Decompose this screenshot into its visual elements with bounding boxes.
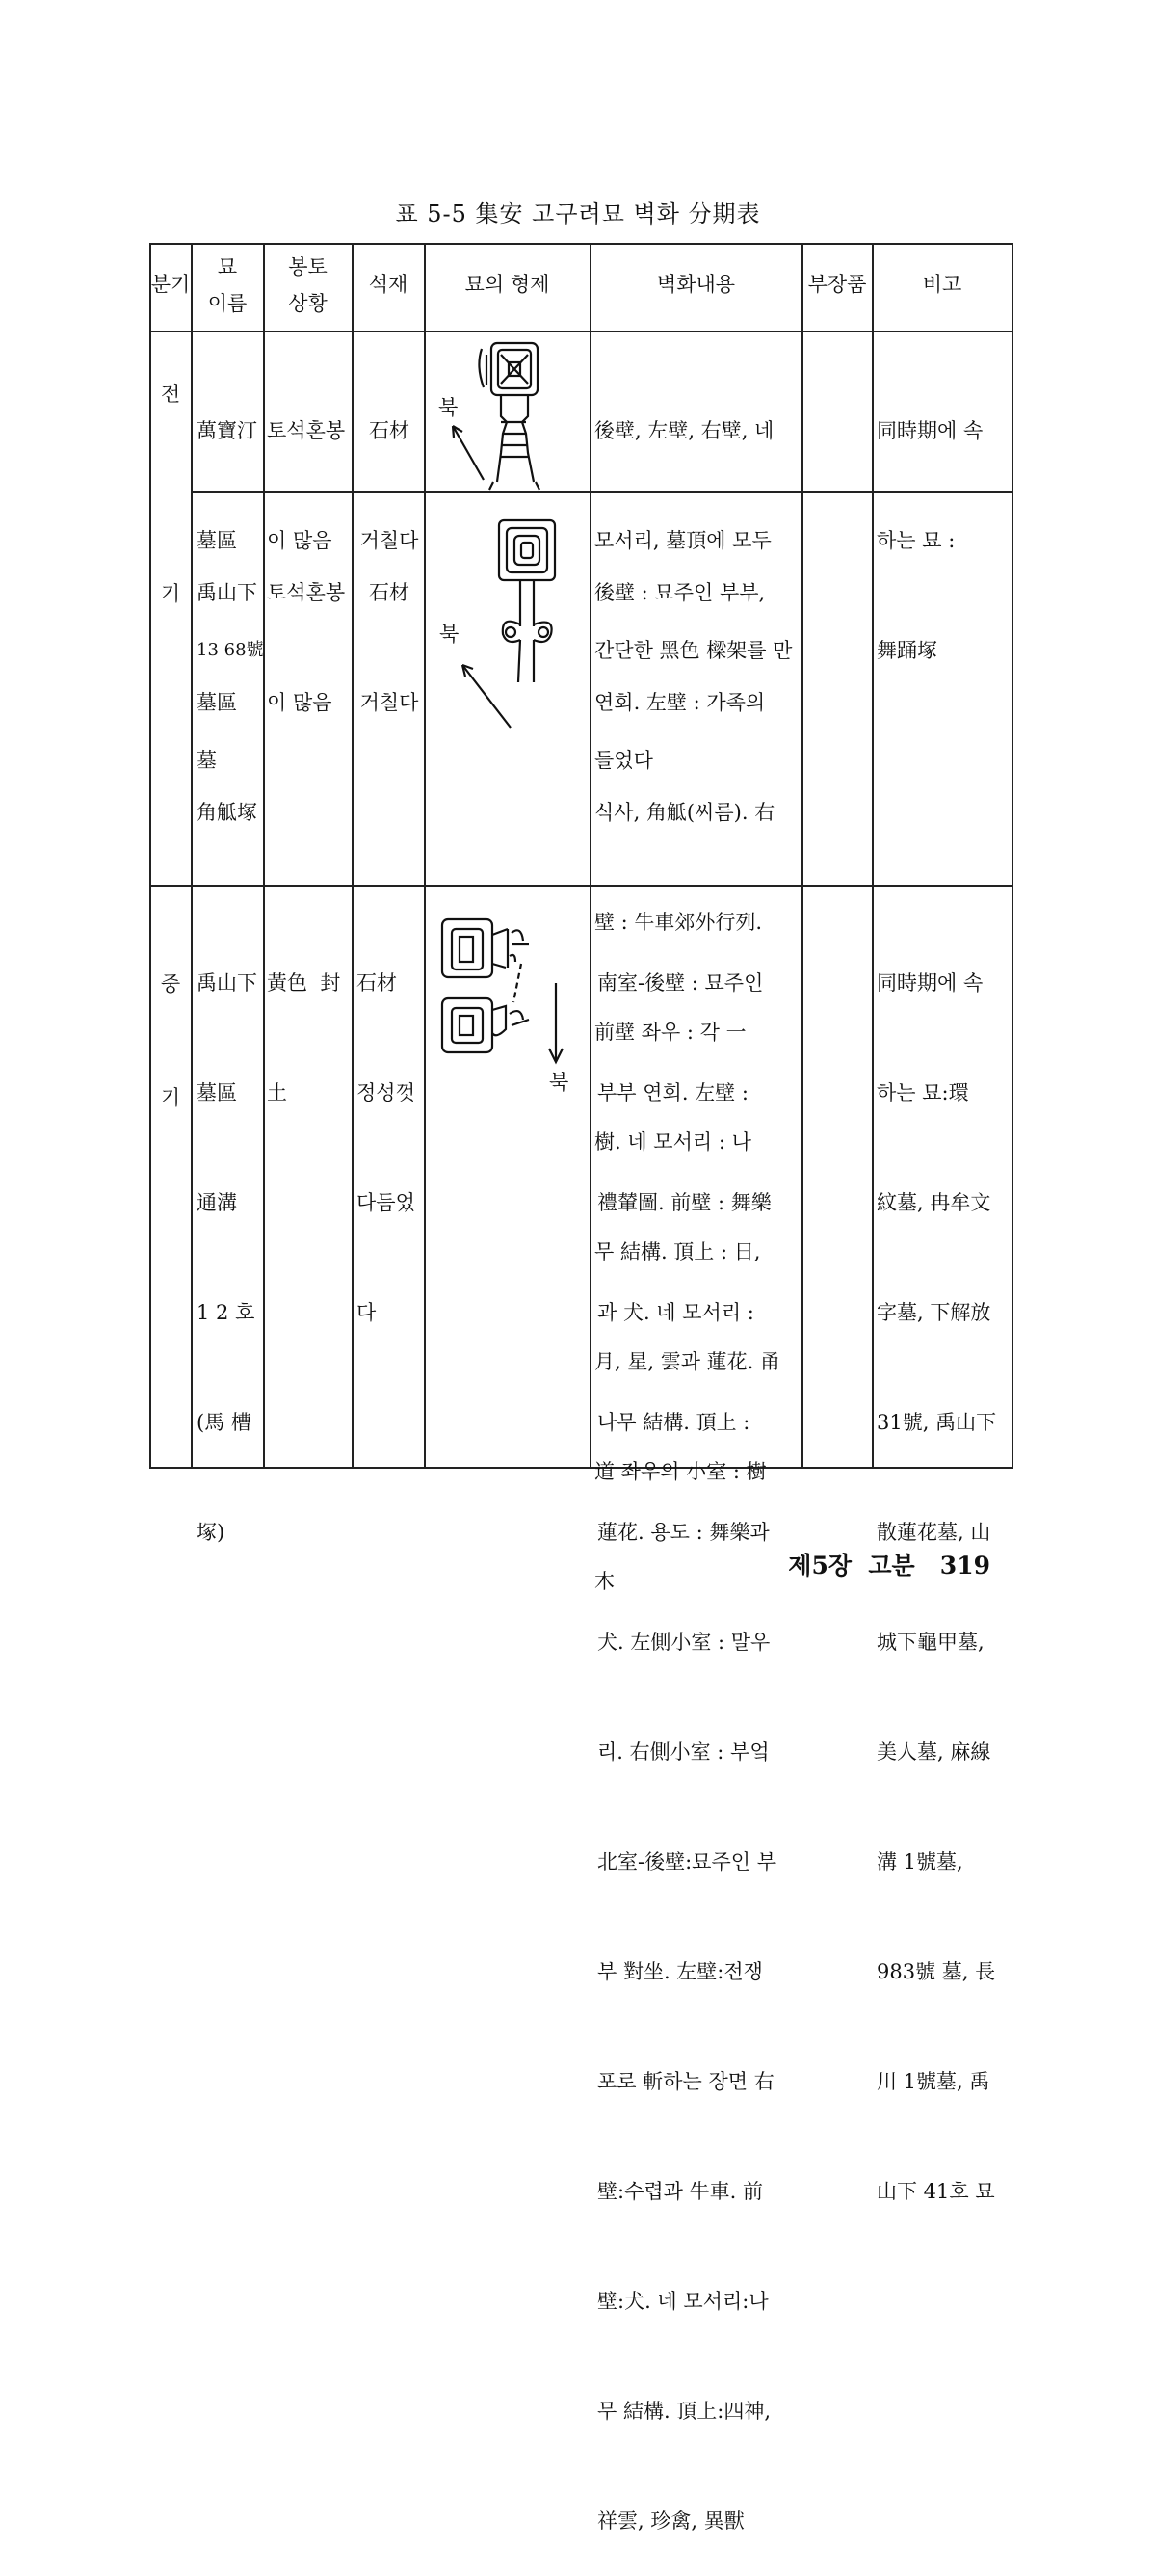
row2-name: 禹山下 墓區 角觝塚: [197, 581, 257, 824]
header-mural: 벽화내용: [656, 273, 736, 296]
row3-tomb-plan: [429, 906, 588, 1099]
row3-north-label: 북: [549, 1071, 569, 1094]
header-period: 분기: [150, 273, 191, 296]
period-early-char-1: 전: [160, 383, 181, 406]
row1-tomb-plan: [434, 337, 588, 491]
page-footer: 제5장 고분 319: [788, 1552, 990, 1580]
table-caption: 표 5-5 集安 고구려묘 벽화 分期表: [395, 200, 761, 227]
row1-mound: 토석혼봉 이 많음: [267, 419, 346, 552]
period-middle-char-1: 중: [160, 972, 181, 996]
header-note: 비고: [922, 273, 962, 296]
row2-mural: 後壁 : 묘주인 부부, 연회. 左壁 : 가족의 식사, 角觝(씨름). 右 壁 : 牛車郊外行列. 前壁 좌우 : 각 一 樹. 네 모서리 : 나 무 結構. 頂上 : 日, 月, 星, 雲과 蓮花. 甬 道 좌우의 小室 : 樹 木: [594, 581, 781, 1593]
row1-mural: 後壁, 左壁, 右壁, 네 모서리, 墓頂에 모두 간단한 黑色 樑架를 만 들었다: [594, 419, 793, 772]
row3-mound: 黃色 封 土: [267, 971, 341, 1104]
row3-mural: 南室-後壁 : 묘주인 부부 연회. 左壁 : 禮輦圖. 前壁 : 舞樂 과 犬. 네 모서리 : 나무 結構. 頂上 : 蓮花. 용도 : 舞樂과 犬. 左側小室 : 말우 리. 右側小室 : 부엌 北室-後壁:묘주인 부 부 對坐. 左壁:전쟁 포로 斬하는 장면 右 壁:수렵과 牛車. 前 壁:犬. 네 모서리:나 무 結構. 頂上:四神, 祥雲, 珍禽, 異獸: [597, 971, 776, 2533]
row2-stone: 石材 거칠다: [359, 581, 419, 714]
period-middle-char-2: 기: [160, 1086, 181, 1109]
header-stone: 석재: [368, 273, 408, 296]
row3-stone: 石材 정성껏 다듬었 다: [356, 971, 415, 1324]
row1-note: 同時期에 속 하는 묘 : 舞踊塚: [877, 419, 984, 662]
row3-name: 禹山下 墓區 通溝 1 2 호 (馬 槽 塚): [197, 971, 257, 1544]
row1-name: 萬寶汀 墓區 13 68號 墓: [197, 419, 264, 772]
row2-mound: 토석혼봉 이 많음: [267, 581, 346, 714]
header-goods: 부장품: [807, 273, 867, 296]
period-early-char-2: 기: [160, 582, 181, 605]
row2-north-label: 북: [439, 623, 460, 646]
row3-note: 同時期에 속 하는 묘:環 紋墓, 冉牟文 字墓, 下解放 31號, 禹山下 散蓮花墓, 山 城下龜甲墓, 美人墓, 麻線 溝 1號墓, 983號 墓, 長 川 1號墓, 禹 山下 41호 묘: [877, 971, 997, 2203]
header-form: 묘의 형제: [464, 273, 550, 296]
row1-stone: 石材 거칠다: [359, 419, 419, 552]
header-mound: 봉토 상황: [288, 255, 328, 315]
row2-tomb-plan: [434, 520, 588, 742]
row1-north-label: 북: [438, 396, 459, 419]
header-name: 묘 이름: [207, 255, 248, 315]
